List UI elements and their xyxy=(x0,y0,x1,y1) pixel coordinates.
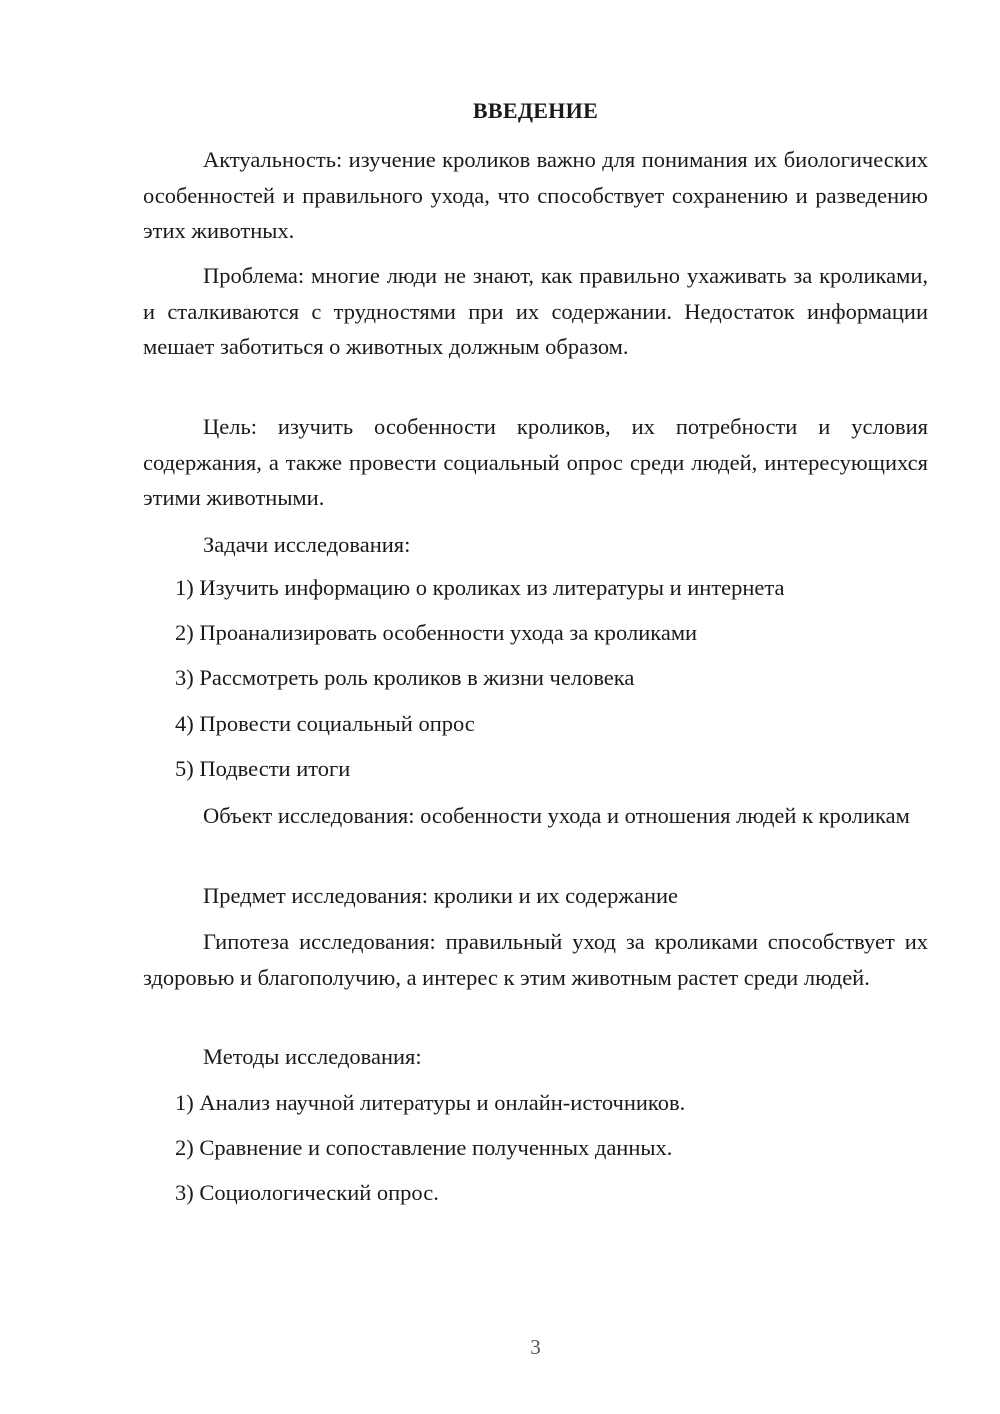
hypothesis-paragraph: Гипотеза исследования: правильный уход за кроликами способствует их здоровью и благополучию, а интерес к этим животным растет среди людей. xyxy=(143,929,928,990)
document-page xyxy=(143,0,928,1414)
object-paragraph: Объект исследования: особенности ухода и отношения людей к кроликам xyxy=(203,803,910,828)
method-item: 3) Социологический опрос. xyxy=(175,1180,439,1205)
methods-heading: Методы исследования: xyxy=(203,1044,422,1069)
goal-paragraph: Цель: изучить особенности кроликов, их потребности и условия содержания, а также провести социальный опрос среди людей, интересующихся этими животными. xyxy=(143,414,928,510)
problem-paragraph: Проблема: многие люди не знают, как правильно ухаживать за кроликами, и сталкиваются с трудностями при их содержании. Недостаток информации мешает заботиться о животных должным образом. xyxy=(143,263,928,359)
method-item: 2) Сравнение и сопоставление полученных данных. xyxy=(175,1135,673,1160)
task-item: 3) Рассмотреть роль кроликов в жизни человека xyxy=(175,665,635,690)
task-item: 2) Проанализировать особенности ухода за кроликами xyxy=(175,620,698,645)
task-item: 1) Изучить информацию о кроликах из литературы и интернета xyxy=(175,575,785,600)
task-item: 5) Подвести итоги xyxy=(175,756,351,781)
tasks-heading: Задачи исследования: xyxy=(203,532,411,557)
task-item: 4) Провести социальный опрос xyxy=(175,711,475,736)
relevance-paragraph: Актуальность: изучение кроликов важно для понимания их биологических особенностей и правильного ухода, что способствует сохранению и разведению этих животных. xyxy=(143,147,928,243)
section-heading: ВВЕДЕНИЕ xyxy=(472,98,599,123)
page-number: 3 xyxy=(530,1335,541,1359)
method-item: 1) Анализ научной литературы и онлайн-источников. xyxy=(175,1090,686,1115)
subject-paragraph: Предмет исследования: кролики и их содержание xyxy=(203,883,679,908)
